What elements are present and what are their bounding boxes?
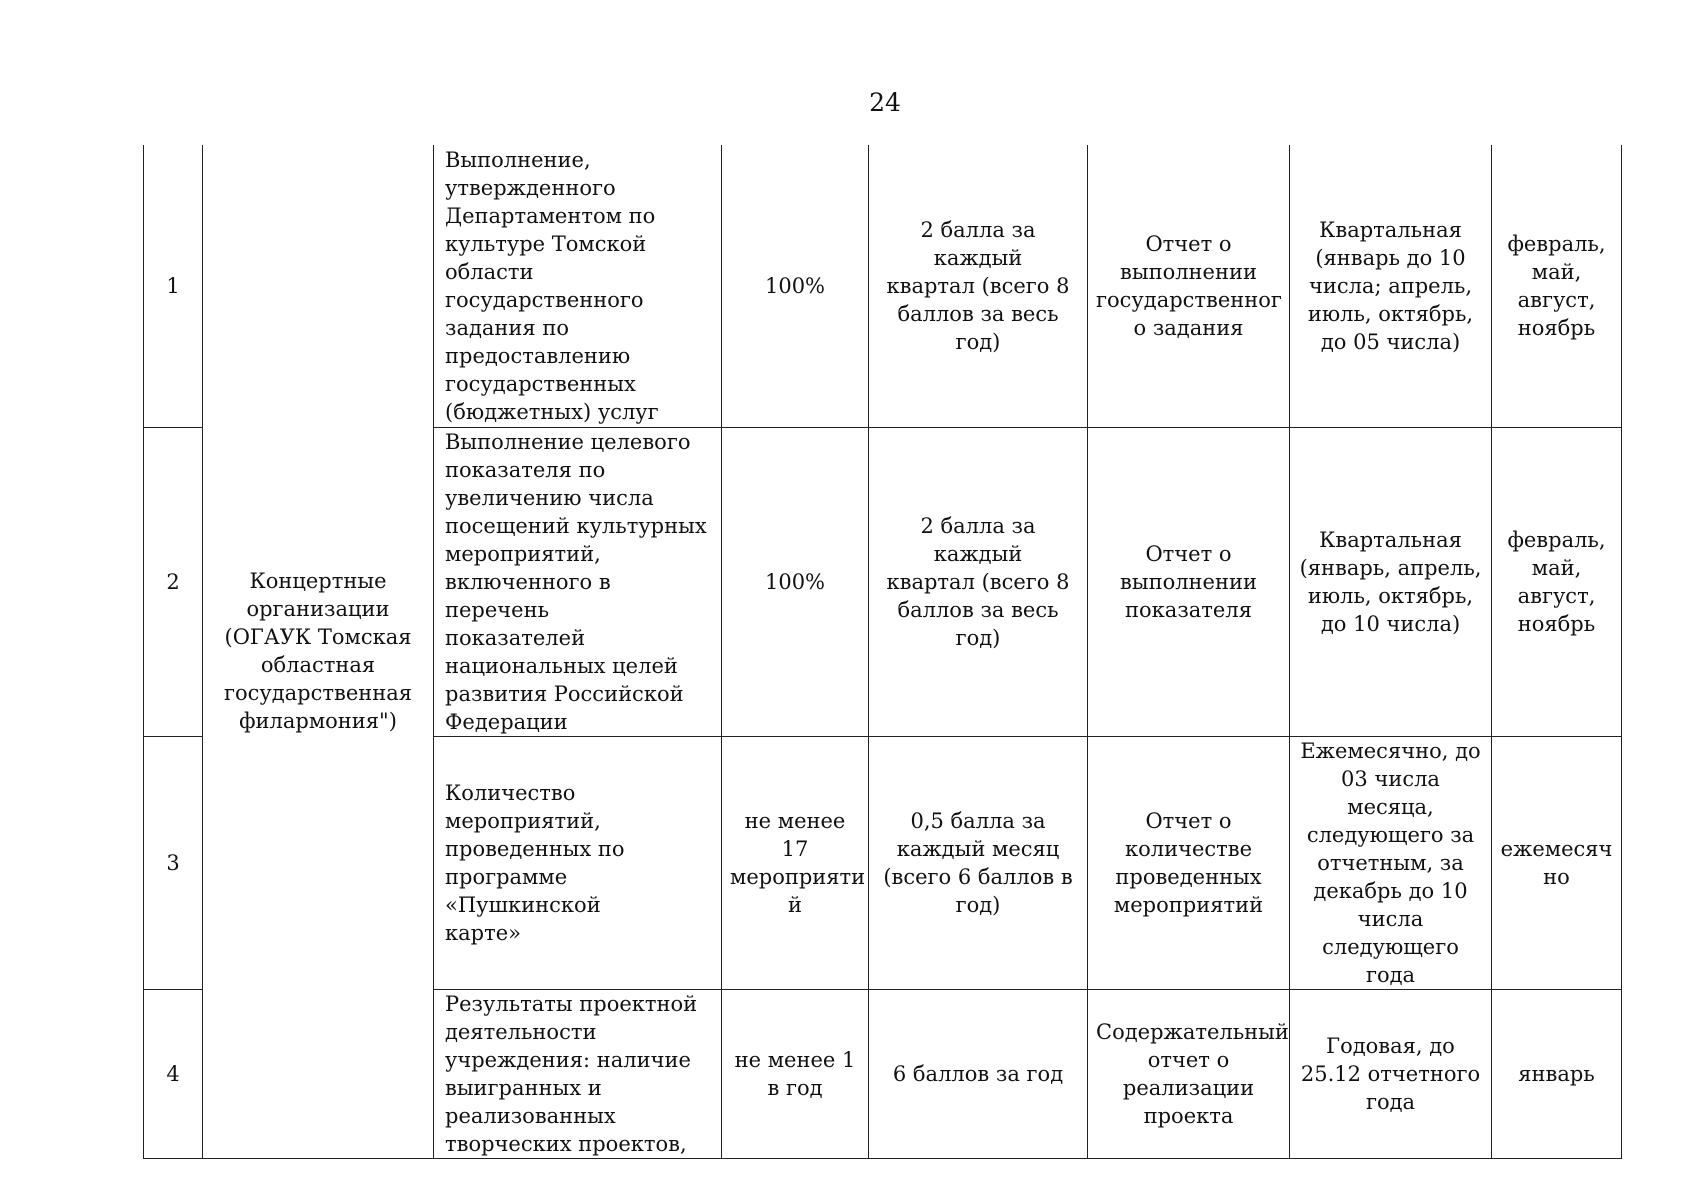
report-form-cell: Отчет о количестве проведенных мероприятий bbox=[1088, 736, 1290, 989]
criteria-table bbox=[143, 145, 1622, 1159]
report-form-cell: Отчет о выполнении показателя bbox=[1088, 427, 1290, 736]
report-form-cell: Отчет о выполнении государственног о задания bbox=[1088, 145, 1290, 427]
indicator-cell: Выполнение целевого показателя по увеличению числа посещений культурных мероприятий, включенного в перечень показателей национальных целей развития Российской Федерации bbox=[434, 427, 722, 736]
row-number: 2 bbox=[144, 427, 203, 736]
row-number: 4 bbox=[144, 989, 203, 1158]
report-form-cell: Содержательный отчет о реализации проекта bbox=[1088, 989, 1290, 1158]
frequency-cell: Годовая, до 25.12 отчетного года bbox=[1290, 989, 1492, 1158]
months-cell: январь bbox=[1492, 989, 1622, 1158]
target-value-cell: 100% bbox=[722, 145, 869, 427]
indicator-cell: Результаты проектной деятельности учреждения: наличие выигранных и реализованных творческих проектов, bbox=[434, 989, 722, 1158]
indicator-cell: Количество мероприятий, проведенных по программе «Пушкинской карте» bbox=[434, 736, 722, 989]
frequency-cell: Квартальная (январь, апрель, июль, октябрь, до 10 числа) bbox=[1290, 427, 1492, 736]
points-cell: 2 балла за каждый квартал (всего 8 баллов за весь год) bbox=[869, 427, 1088, 736]
organization-cell bbox=[203, 145, 434, 1158]
frequency-cell: Ежемесячно, до 03 числа месяца, следующего за отчетным, за декабрь до 10 числа следующего года bbox=[1290, 736, 1492, 989]
target-value-cell: 100% bbox=[722, 427, 869, 736]
target-value-cell: не менее 17 мероприяти й bbox=[722, 736, 869, 989]
target-value-cell: не менее 1 в год bbox=[722, 989, 869, 1158]
months-cell: февраль, май, август, ноябрь bbox=[1492, 427, 1622, 736]
indicator-cell: Выполнение, утвержденного Департаментом по культуре Томской области государственного задания по предоставлению государственных (бюджетных) услуг bbox=[434, 145, 722, 427]
points-cell: 0,5 балла за каждый месяц (всего 6 баллов в год) bbox=[869, 736, 1088, 989]
row-number: 1 bbox=[144, 145, 203, 427]
organization-name: Концертные организации (ОГАУК Томская областная государственная филармония") bbox=[223, 569, 413, 734]
points-cell: 2 балла за каждый квартал (всего 8 баллов за весь год) bbox=[869, 145, 1088, 427]
table-row bbox=[144, 145, 1622, 427]
months-cell: ежемесяч но bbox=[1492, 736, 1622, 989]
frequency-cell: Квартальная (январь до 10 числа; апрель, июль, октябрь, до 05 числа) bbox=[1290, 145, 1492, 427]
points-cell: 6 баллов за год bbox=[869, 989, 1088, 1158]
months-cell: февраль, май, август, ноябрь bbox=[1492, 145, 1622, 427]
row-number: 3 bbox=[144, 736, 203, 989]
page-number: 24 bbox=[869, 88, 901, 117]
